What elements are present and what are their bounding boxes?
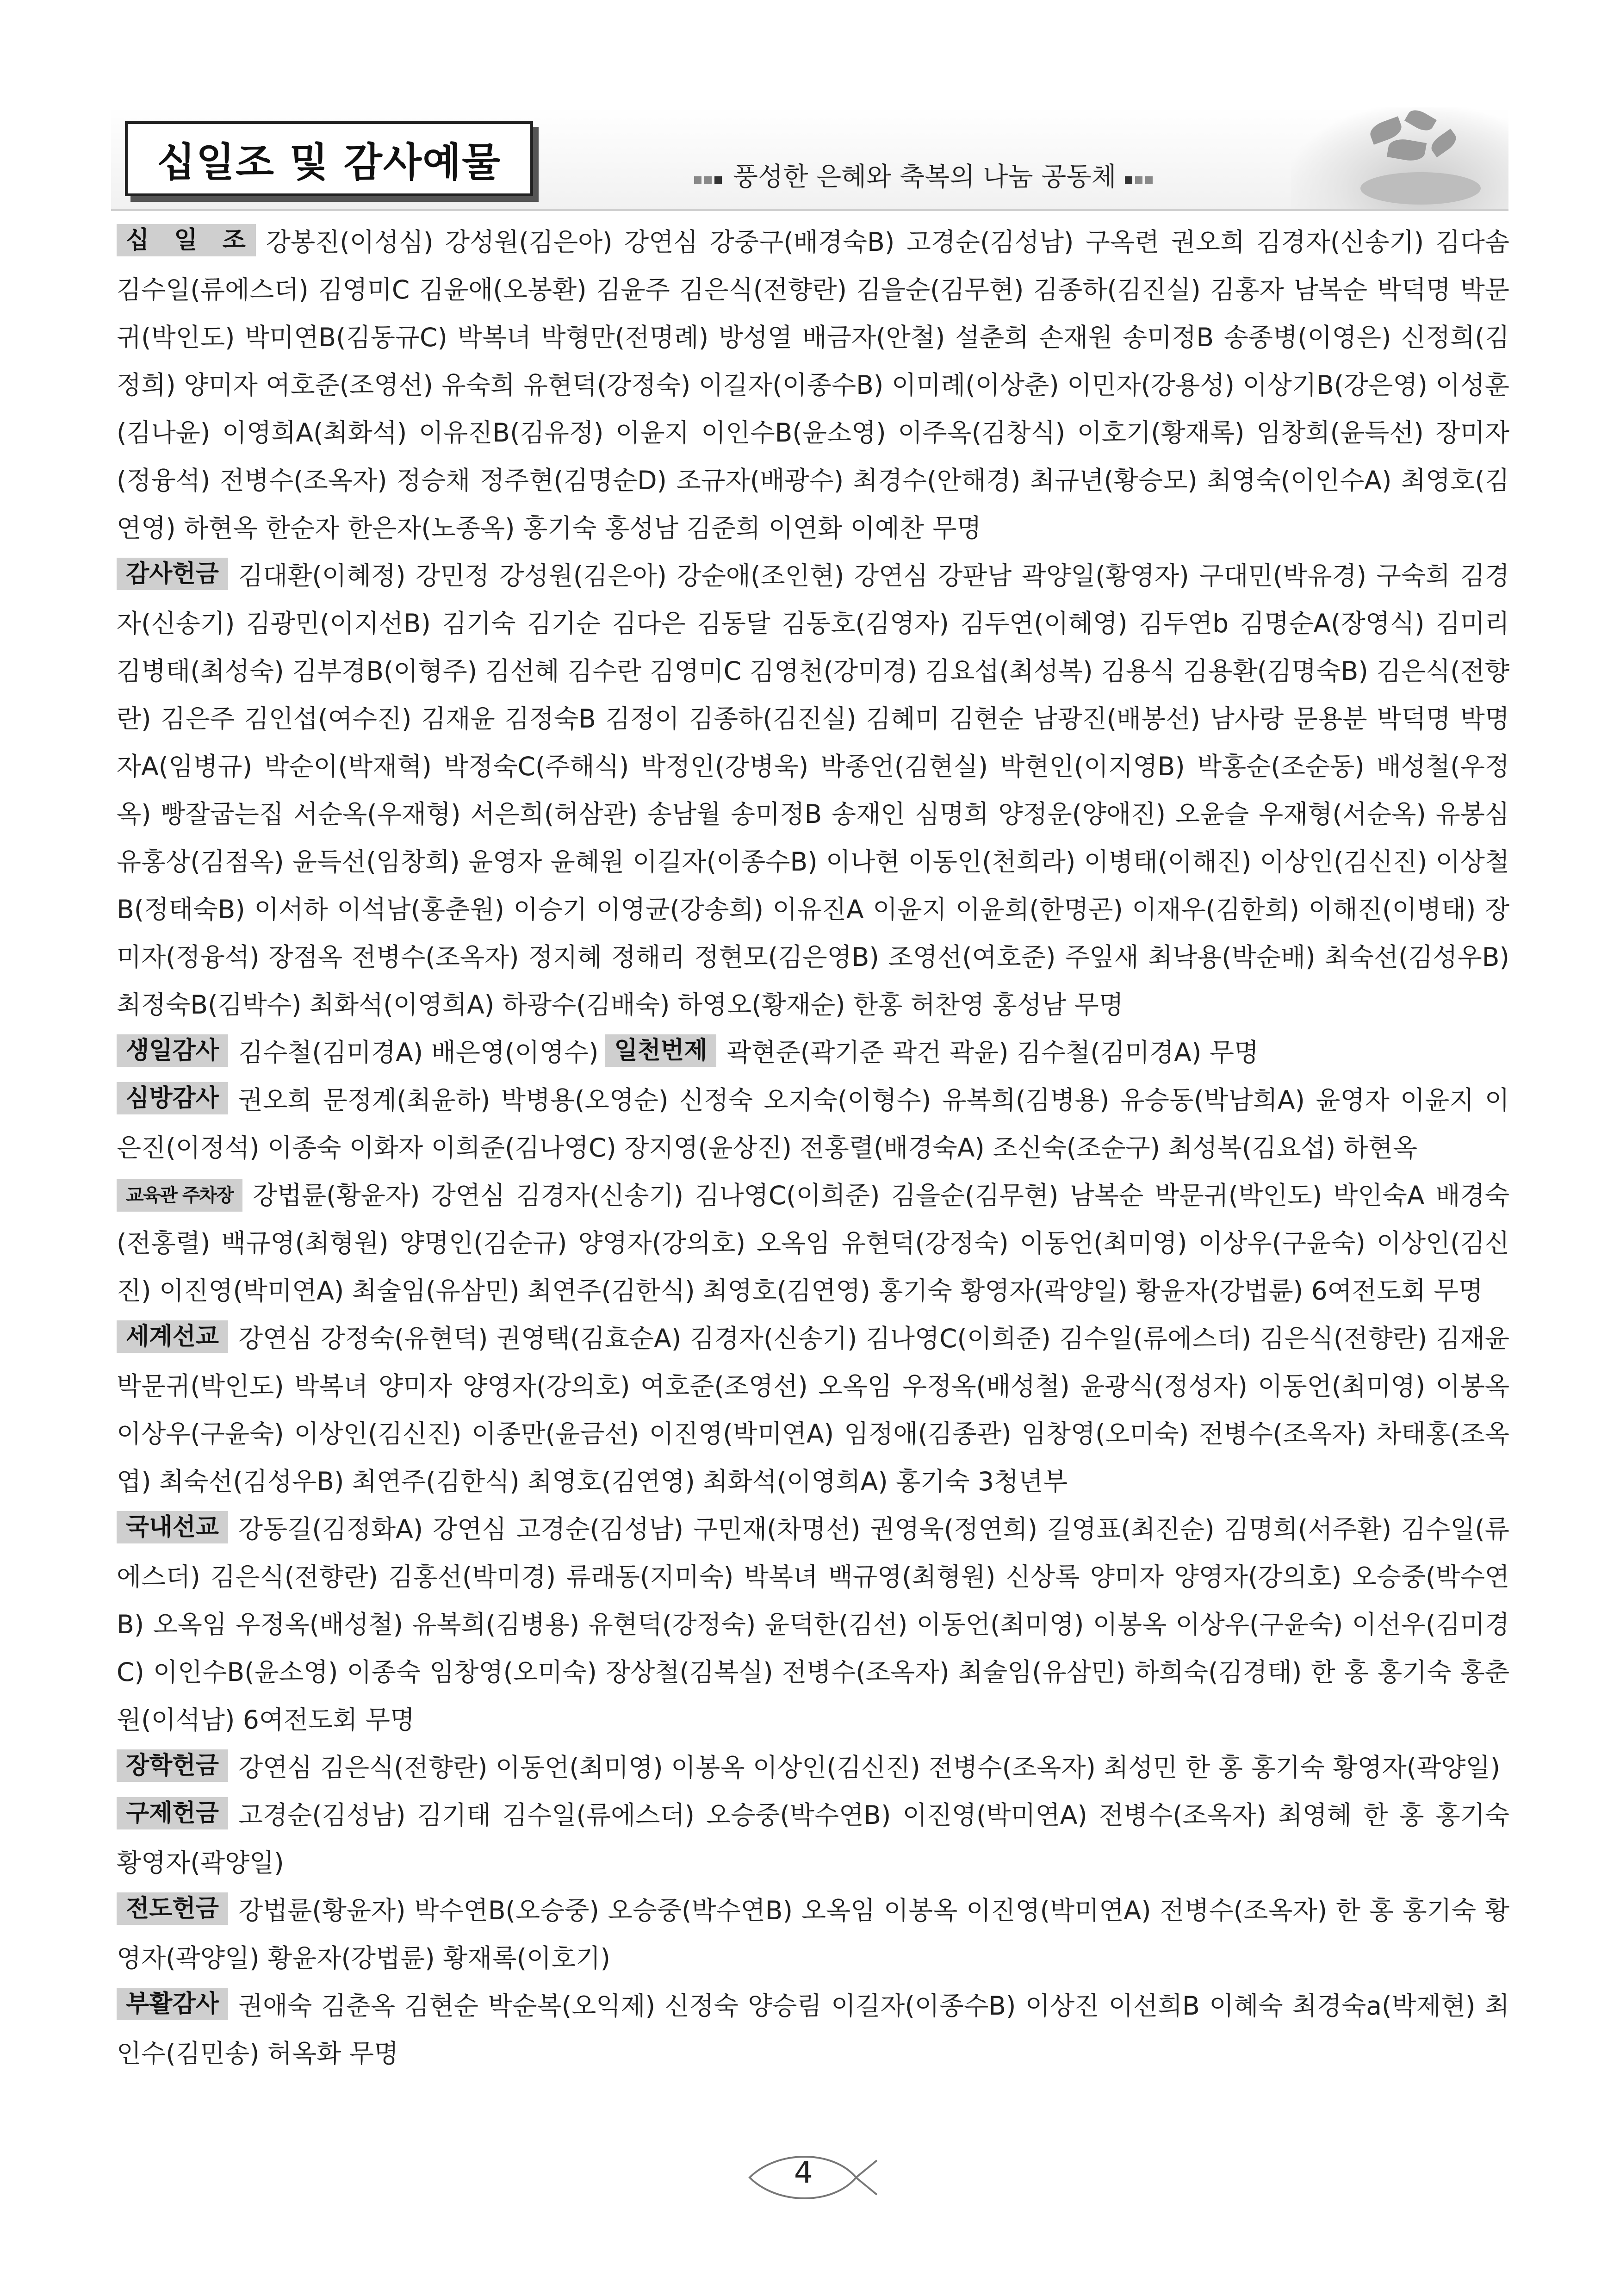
section-names: 김수철(김미경A) 배은영(이영수) xyxy=(238,1038,599,1067)
section-tag: 국내선교 xyxy=(117,1511,228,1543)
section-names-thousand-offering: 곽현준(곽기준 곽건 곽윤) 김수철(김미경A) 무명 xyxy=(726,1038,1259,1067)
section-tag: 십 일 조 xyxy=(117,224,256,256)
section-visitation xyxy=(117,1076,1509,1172)
decor-squares-left xyxy=(694,160,725,190)
offering-list xyxy=(117,218,1509,2078)
page-footer xyxy=(740,2152,879,2203)
section-names: 강법륜(황윤자) 박수연B(오승중) 오승중(박수연B) 오옥임 이봉옥 이진영(박미연A) 전병수(조옥자) 한 홍 홍기숙 황영자(곽양일) 황윤자(강법륜) 황재록(이호기) xyxy=(117,1896,1509,1973)
section-tag: 심방감사 xyxy=(117,1082,228,1114)
section-tag: 생일감사 xyxy=(117,1034,228,1067)
section-birthday xyxy=(117,1029,1509,1076)
section-tag: 교육관 주차장 xyxy=(117,1179,242,1212)
section-names: 권애숙 김춘옥 김현순 박순복(오익제) 신정숙 양승림 이길자(이종수B) 이상진 이선희B 이혜숙 최경숙a(박제현) 최인수(김민송) 허옥화 무명 xyxy=(117,1991,1509,2068)
section-relief xyxy=(117,1792,1509,1887)
section-names: 권오희 문정계(최윤하) 박병용(오영순) 신정숙 오지숙(이형수) 유복희(김병용) 유승동(박남희A) 윤영자 이윤지 이은진(이정석) 이종숙 이화자 이희준(김나영C) 장지영(윤상진) 전홍렬(배경숙A) 조신숙(조순구) 최성복(김요섭) 하현옥 xyxy=(117,1085,1509,1163)
section-tag: 전도헌금 xyxy=(117,1892,228,1925)
section-names: 고경순(김성남) 김기태 김수일(류에스더) 오승중(박수연B) 이진영(박미연A) 전병수(조옥자) 최영혜 한 홍 홍기숙 황영자(곽양일) xyxy=(117,1800,1509,1878)
section-domestic-mission xyxy=(117,1506,1509,1744)
subtitle-text: 풍성한 은혜와 축복의 나눔 공동체 xyxy=(733,162,1117,192)
section-names: 강동길(김정화A) 강연심 고경순(김성남) 구민재(차명선) 권영욱(정연희) 길영표(최진순) 김명희(서주환) 김수일(류에스더) 김은식(전향란) 김홍선(박미경) 류래동(지미숙) 박복녀 백규영(최형원) 신상록 양미자 양영자(강의호) 오승중(박수연B) 오옥임 우정옥(배성철) 유복희(김병용) 유현덕(강정숙) 윤덕한(김선) 이동언(최미영) 이봉옥 이상우(구윤숙) 이선우(김미경C) 이인수B(윤소영) 이종숙 임창영(오미숙) 장상철(김복실) 전병수(조옥자) 최술임(유삼민) 하희숙(김경태) 한 홍 홍기숙 홍춘원(이석남) 6여전도회 무명 xyxy=(117,1514,1509,1735)
page-header xyxy=(111,107,1508,211)
page-title: 십일조 및 감사예물 xyxy=(156,139,502,186)
decor-squares-right xyxy=(1125,160,1155,190)
section-tag: 감사헌금 xyxy=(117,558,228,590)
page-number: 4 xyxy=(794,2156,813,2190)
title-box xyxy=(125,121,533,196)
section-easter xyxy=(117,1982,1509,2078)
subtitle xyxy=(694,156,1155,193)
section-names: 강법륜(황윤자) 강연심 김경자(신송기) 김나영C(이희준) 김을순(김무현) 남복순 박문귀(박인도) 박인숙A 배경숙(전홍렬) 백규영(최형원) 양명인(김순규) 양영자(강의호) 오옥임 유현덕(강정숙) 이동언(최미영) 이상우(구윤숙) 이상인(김신진) 이진영(박미연A) 최술임(유삼민) 최연주(김한식) 최영호(김연영) 홍기숙 황영자(곽양일) 황윤자(강법륜) 6여전도회 무명 xyxy=(117,1181,1509,1306)
section-thanks xyxy=(117,552,1509,1029)
section-evangelism xyxy=(117,1887,1509,1982)
section-tag-thousand-offering: 일천번제 xyxy=(605,1034,716,1067)
section-names: 김대환(이혜정) 강민정 강성원(김은아) 강순애(조인현) 강연심 강판남 곽양일(황영자) 구대민(박유경) 구숙희 김경자(신송기) 김광민(이지선B) 김기숙 김기순 김다은 김동달 김동호(김영자) 김두연(이혜영) 김두연b 김명순A(장영식) 김미리 김병태(최성숙) 김부경B(이형주) 김선혜 김수란 김영미C 김영천(강미경) 김요섭(최성복) 김용식 김용환(김명숙B) 김은식(전향란) 김은주 김인섭(여수진) 김재윤 김정숙B 김정이 김종하(김진실) 김혜미 김현순 남광진(배봉선) 남사랑 문용분 박덕명 박명자A(임병규) 박순이(박재혁) 박정숙C(주해식) 박정인(강병욱) 박종언(김현실) 박현인(이지영B) 박홍순(조순동) 배성철(우정옥) 빵잘굽는집 서순옥(우재형) 서은희(허삼관) 송남월 송미정B 송재인 심명희 양정운(양애진) 오윤슬 우재형(서순옥) 유봉심 유홍상(김점옥) 윤득선(임창희) 윤영자 윤혜원 이길자(이종수B) 이나현 이동인(천희라) 이병태(이해진) 이상인(김신진) 이상철B(정태숙B) 이서하 이석남(홍춘원) 이승기 이영균(강송희) 이유진A 이윤지 이윤희(한명곤) 이재우(김한희) 이해진(이병태) 장미자(정융석) 장점옥 전병수(조옥자) 정지혜 정해리 정현모(김은영B) 조영선(여호준) 주잎새 최낙용(박순배) 최숙선(김성우B) 최정숙B(김박수) 최화석(이영희A) 하광수(김배숙) 하영오(황재순) 한홍 허찬영 홍성남 무명 xyxy=(117,561,1510,1020)
section-tag: 세계선교 xyxy=(117,1320,228,1353)
section-tag: 장학헌금 xyxy=(117,1749,228,1782)
section-parking xyxy=(117,1172,1509,1315)
section-names: 강연심 강정숙(유현덕) 권영택(김효순A) 김경자(신송기) 김나영C(이희준) 김수일(류에스더) 김은식(전향란) 김재윤 박문귀(박인도) 박복녀 양미자 양영자(강의호) 여호준(조영선) 오옥임 우정옥(배성철) 윤광식(정성자) 이동언(최미영) 이봉옥 이상우(구윤숙) 이상인(김신진) 이종만(윤금선) 이진영(박미연A) 임정애(김종관) 임창영(오미숙) 전병수(조옥자) 차태홍(조옥엽) 최숙선(김성우B) 최연주(김한식) 최영호(김연영) 최화석(이영희A) 홍기숙 3청년부 xyxy=(117,1324,1509,1496)
section-names: 강봉진(이성심) 강성원(김은아) 강연심 강중구(배경숙B) 고경순(김성남) 구옥련 권오희 김경자(신송기) 김다솜 김수일(류에스더) 김영미C 김윤애(오봉환) 김윤주 김은식(전향란) 김을순(김무현) 김종하(김진실) 김홍자 남복순 박덕명 박문귀(박인도) 박미연B(김동규C) 박복녀 박형만(전명례) 방성열 배금자(안철) 설춘희 손재원 송미정B 송종병(이영은) 신정희(김정희) 양미자 여호준(조영선) 유숙희 유현덕(강정숙) 이길자(이종수B) 이미례(이상춘) 이민자(강용성) 이상기B(강은영) 이성훈(김나윤) 이영희A(최화석) 이유진B(김유정) 이윤지 이인수B(윤소영) 이주옥(김창식) 이호기(황재록) 임창희(윤득선) 장미자(정융석) 전병수(조옥자) 정승채 정주현(김명순D) 조규자(배광수) 최경수(안해경) 최규년(황승모) 최영숙(이인수A) 최영호(김연영) 하현옥 한순자 한은자(노종옥) 홍기숙 홍성남 김준희 이연화 이예찬 무명 xyxy=(117,227,1509,543)
plant-in-hands-icon xyxy=(1291,107,1508,209)
section-world-mission xyxy=(117,1315,1509,1506)
section-scholarship xyxy=(117,1744,1509,1792)
section-tag: 구제헌금 xyxy=(117,1797,228,1829)
section-tag: 부활감사 xyxy=(117,1988,228,2020)
section-tithe xyxy=(117,218,1509,552)
section-names: 강연심 김은식(전향란) 이동언(최미영) 이봉옥 이상인(김신진) 전병수(조옥자) 최성민 한 홍 홍기숙 황영자(곽양일) xyxy=(238,1753,1501,1782)
